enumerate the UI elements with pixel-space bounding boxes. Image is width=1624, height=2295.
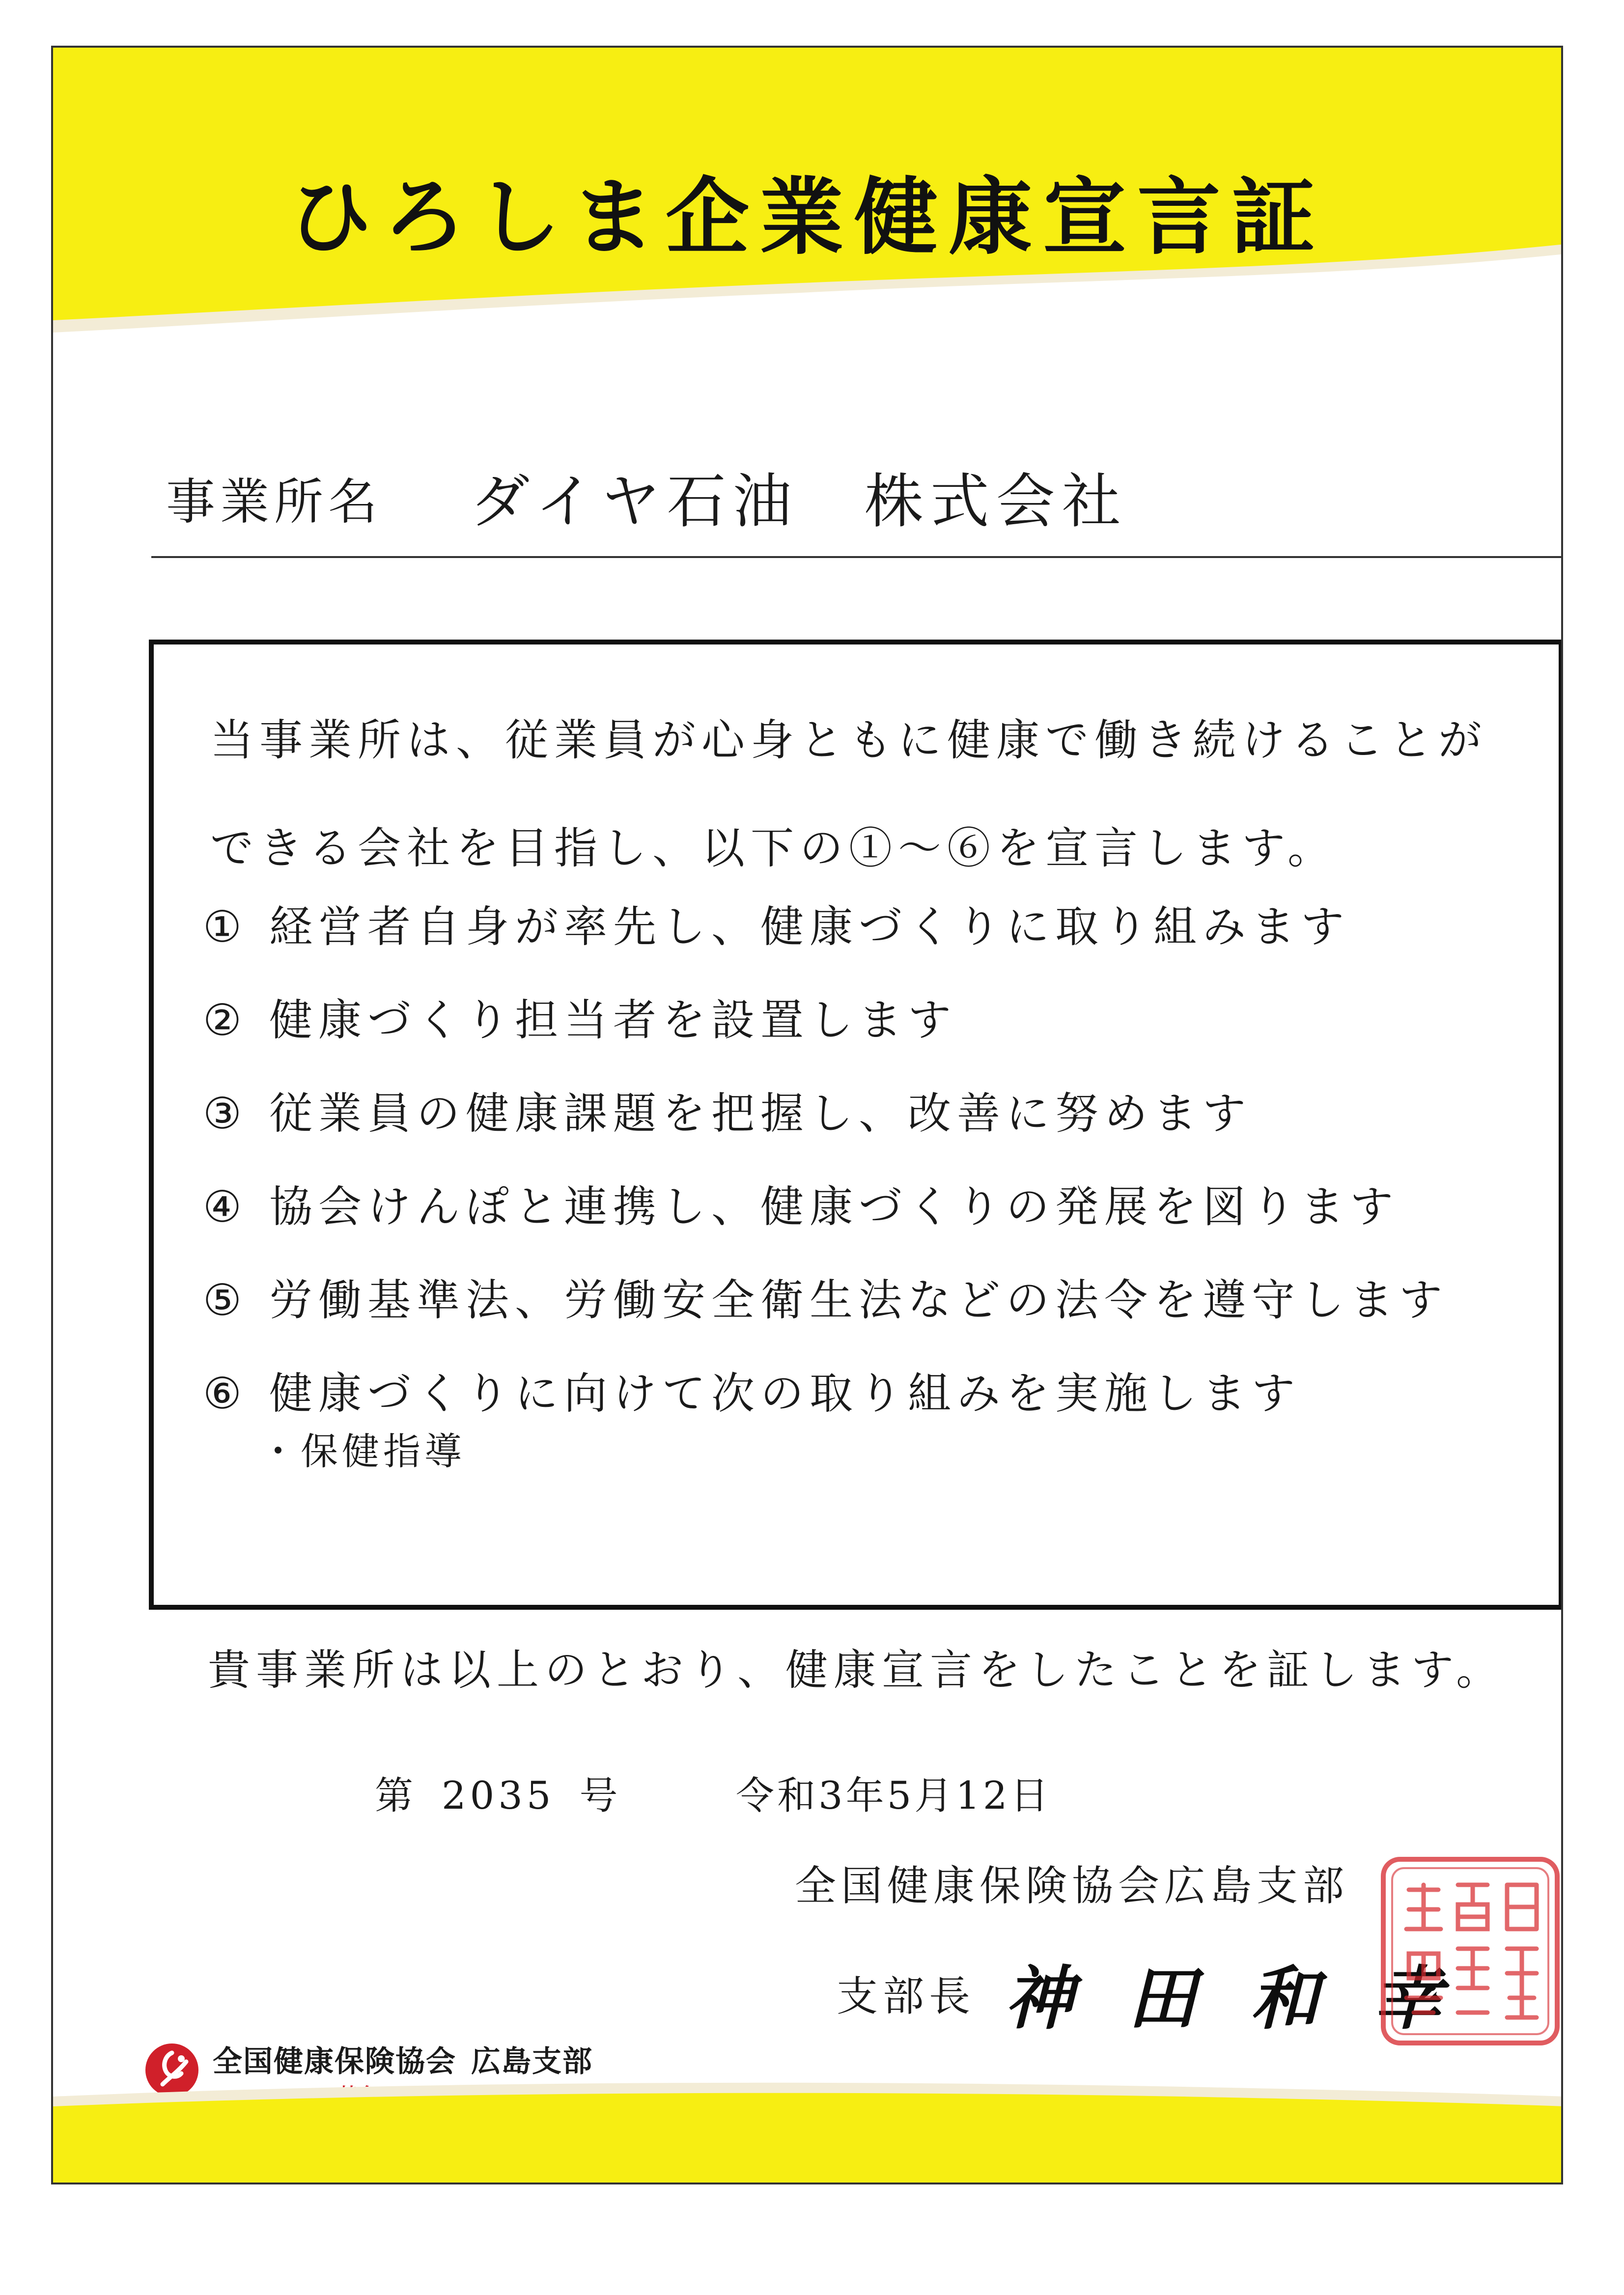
declaration-text: 労働基準法、労働安全衛生法などの法令を遵守します [269, 1275, 1449, 1325]
number-prefix: 第 [375, 1774, 418, 1818]
declaration-item [203, 880, 1539, 974]
number-value: 2035 [442, 1774, 555, 1818]
declaration-item [203, 1067, 1539, 1160]
logo-org-name [213, 2044, 593, 2079]
office-name-row [151, 468, 1563, 558]
declaration-item [203, 1254, 1539, 1347]
declaration-number: ⑤ [203, 1275, 248, 1325]
declaration-number: ④ [203, 1181, 248, 1232]
logo-name: 全国健康保険協会 [213, 2044, 456, 2079]
intro-line: 当事業所は、従業員が心身ともに健康で働き続けることが [210, 715, 1488, 765]
declaration-item [203, 1347, 1539, 1440]
declaration-number: ③ [203, 1088, 248, 1139]
office-label: 事業所名 [166, 473, 382, 531]
certificate-title: ひろしま企業健康宣言証 [288, 168, 1326, 266]
issuer-name: 全国健康保険協会広島支部 [795, 1862, 1349, 1910]
declaration-number: ⑥ [203, 1368, 248, 1419]
number-suffix: 号 [579, 1774, 622, 1818]
bottom-yellow-band [53, 2077, 1561, 2183]
official-seal [1379, 1855, 1561, 2047]
declaration-item [203, 974, 1539, 1067]
declaration-text: 協会けんぽと連携し、健康づくりの発展を図ります [269, 1181, 1400, 1232]
issue-date: 令和3年5月12日 [736, 1774, 1052, 1818]
declaration-text: 健康づくり担当者を設置します [269, 995, 957, 1045]
logo-branch: 広島支部 [471, 2044, 593, 2079]
sub-item-health-guidance: ・保健指導 [259, 1429, 466, 1473]
declaration-number: ① [203, 901, 248, 952]
declaration-intro [210, 686, 1537, 902]
declaration-number: ② [203, 995, 248, 1045]
declaration-item [203, 1160, 1539, 1254]
certificate-frame [51, 46, 1563, 2184]
chief-title: 支部長 [837, 1972, 976, 2020]
declaration-list [203, 880, 1539, 1440]
intro-line: できる会社を目指し、以下の①～⑥を宣言します。 [210, 823, 1337, 873]
certification-statement: 貴事業所は以上のとおり、健康宣言をしたことを証します。 [208, 1646, 1505, 1695]
certificate-number [375, 1774, 622, 1818]
declaration-text: 経営者自身が率先し、健康づくりに取り組みます [269, 901, 1350, 952]
declaration-text: 従業員の健康課題を把握し、改善に努めます [269, 1088, 1252, 1139]
office-name: ダイヤ石油 株式会社 [471, 468, 1128, 536]
declaration-box [149, 640, 1563, 1610]
chief-signature: 神田和幸 [1005, 1959, 1496, 2039]
declaration-text: 健康づくりに向けて次の取り組みを実施します [269, 1368, 1301, 1419]
